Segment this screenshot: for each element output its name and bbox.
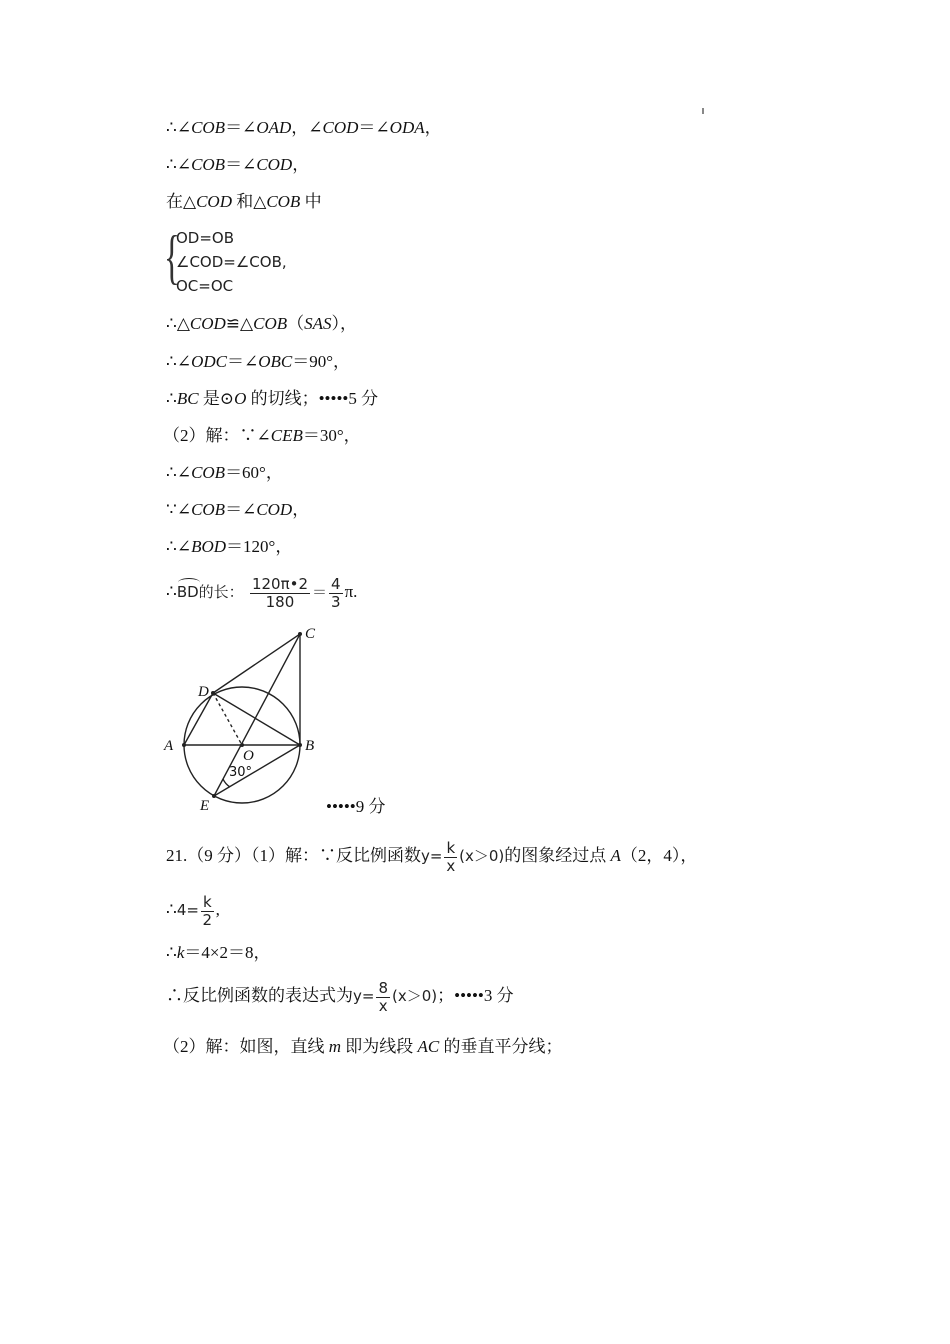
text: ≌△ — [225, 314, 254, 333]
left-brace-icon: { — [164, 224, 180, 290]
text: ，∠ — [291, 118, 323, 137]
q21-line-5 — [163, 1037, 563, 1057]
text: , — [215, 900, 220, 919]
label-e: E — [200, 798, 210, 814]
fraction — [201, 892, 214, 929]
text: ＝120°， — [226, 537, 293, 556]
text: ∵∠ — [166, 500, 192, 519]
text: ＝30°， — [302, 426, 361, 445]
score-text: 的切线；•••••5 分 — [246, 389, 379, 408]
text: 在△ — [166, 192, 197, 211]
segment-ec — [214, 634, 300, 796]
text: （2）解：如图，直线 — [163, 1037, 329, 1056]
math-var: COB — [253, 314, 288, 333]
segment-db — [213, 693, 300, 745]
math-var: COB — [191, 118, 226, 137]
text: ∴ — [166, 943, 177, 962]
text: π. — [344, 582, 358, 601]
fraction — [444, 838, 457, 875]
text: ， — [424, 118, 442, 137]
arc-length-line — [166, 572, 357, 616]
denominator: 180 — [265, 592, 295, 611]
segment-dc — [213, 634, 300, 693]
proof-line-5 — [166, 314, 357, 334]
denominator: 3 — [331, 592, 341, 611]
text: ∴∠ — [166, 463, 192, 482]
fraction — [250, 574, 310, 611]
math-var: COB — [191, 500, 226, 519]
text: ， — [292, 500, 310, 519]
proof-line-1 — [166, 118, 442, 138]
math-var: BC — [176, 389, 199, 408]
math-var: COD — [189, 314, 226, 333]
math-var: k — [176, 943, 185, 962]
math-var: COB — [266, 192, 301, 211]
score-text: ；•••••3 分 — [437, 986, 514, 1005]
numerator: 4 — [331, 574, 341, 593]
text: ∴反比例函数的表达式为 — [166, 986, 353, 1005]
text: ∴∠ — [166, 118, 192, 137]
text: ∴△ — [166, 314, 190, 333]
fraction — [329, 574, 343, 611]
text: （2）解：∵∠ — [163, 426, 271, 445]
math-var: BOD — [191, 537, 227, 556]
equation-system — [164, 226, 287, 298]
text: ＝∠ — [225, 500, 257, 519]
text: 4= — [176, 901, 199, 919]
text: ＝4×2＝8， — [184, 943, 271, 962]
denominator: x — [378, 996, 388, 1015]
geometry-figure — [160, 620, 460, 820]
q21-line-4 — [166, 978, 514, 1014]
text: ＝∠ — [225, 118, 257, 137]
math-var: COB — [191, 463, 226, 482]
angle-label: 30° — [229, 765, 253, 780]
math-var: COD — [322, 118, 359, 137]
text: y= — [353, 987, 375, 1005]
text: ∴∠ — [166, 155, 192, 174]
arc-icon — [178, 578, 200, 587]
math-var: ODA — [389, 118, 425, 137]
proof-line-8 — [163, 426, 361, 446]
text: 中 — [300, 192, 322, 211]
math-var: AC — [417, 1037, 440, 1056]
text: (x＞0) — [392, 987, 438, 1005]
text: ∴ — [166, 582, 177, 601]
numerator: k — [202, 892, 212, 911]
denominator: x — [446, 856, 456, 875]
text: ∴ — [166, 900, 177, 919]
system-row: OC=OC — [176, 277, 234, 295]
q21-line-2 — [166, 892, 220, 928]
score-text: •••••9 分 — [326, 797, 386, 816]
text: ）， — [331, 314, 358, 333]
math-var: m — [328, 1037, 342, 1056]
proof-line-9 — [166, 463, 283, 483]
system-row: OD=OB — [176, 229, 235, 247]
math-var: SAS — [304, 314, 332, 333]
text: ∴∠ — [166, 352, 192, 371]
text: 的垂直平分线； — [439, 1037, 563, 1056]
math-var: ODC — [191, 352, 227, 371]
text: ∴∠ — [166, 537, 192, 556]
denominator: 2 — [202, 910, 213, 929]
math-var: CEB — [270, 426, 303, 445]
text: ＝ — [312, 583, 328, 601]
proof-line-7 — [166, 389, 378, 409]
q21-line-3 — [166, 943, 270, 963]
proof-line-3 — [166, 192, 322, 212]
math-var: A — [610, 846, 621, 865]
text: 即为线段 — [341, 1037, 418, 1056]
numerator: 120π•2 — [251, 574, 308, 593]
system-row: ∠COD=∠COB, — [176, 253, 287, 271]
label-a: A — [164, 738, 174, 754]
text: 的图象经过点 — [504, 846, 611, 865]
math-var: COD — [256, 500, 293, 519]
text: 21.（9 分）（1）解：∵反比例函数 — [166, 846, 421, 865]
text: ＝∠ — [358, 118, 390, 137]
q21-line-1 — [166, 838, 697, 874]
math-var: COB — [191, 155, 226, 174]
segment-da — [184, 693, 213, 745]
text: 是⊙ — [198, 389, 235, 408]
proof-line-10 — [166, 500, 309, 520]
label-o: O — [243, 748, 254, 764]
text: （2，4）， — [620, 846, 698, 865]
fraction — [376, 978, 390, 1015]
label-c: C — [305, 626, 316, 642]
arc-label — [177, 572, 199, 612]
math-var: OBC — [258, 352, 293, 371]
text: ＝90°， — [292, 352, 351, 371]
label-d: D — [198, 684, 209, 700]
text: ， — [292, 155, 310, 174]
proof-line-2 — [166, 155, 309, 175]
label-b: B — [305, 738, 315, 754]
text: ∴ — [166, 389, 177, 408]
text: 的长： — [198, 583, 244, 601]
math-var: OAD — [256, 118, 292, 137]
math-var: COD — [256, 155, 293, 174]
text: 和△ — [231, 192, 267, 211]
text: （ — [287, 314, 305, 333]
segment-do-dashed — [213, 693, 242, 745]
math-var: COD — [196, 192, 232, 211]
proof-line-11 — [166, 537, 292, 557]
page-mark — [702, 108, 704, 114]
numerator: k — [446, 838, 456, 857]
text: y= — [421, 847, 443, 865]
text: (x＞0) — [459, 847, 505, 865]
numerator: 8 — [378, 978, 388, 997]
text: ＝∠ — [226, 352, 259, 371]
arc-text: BD — [176, 583, 199, 601]
angle-arc-icon — [223, 779, 230, 787]
proof-line-6 — [166, 352, 350, 372]
text: ＝∠ — [225, 155, 257, 174]
text: ＝60°， — [225, 463, 283, 482]
math-var: O — [234, 389, 247, 408]
